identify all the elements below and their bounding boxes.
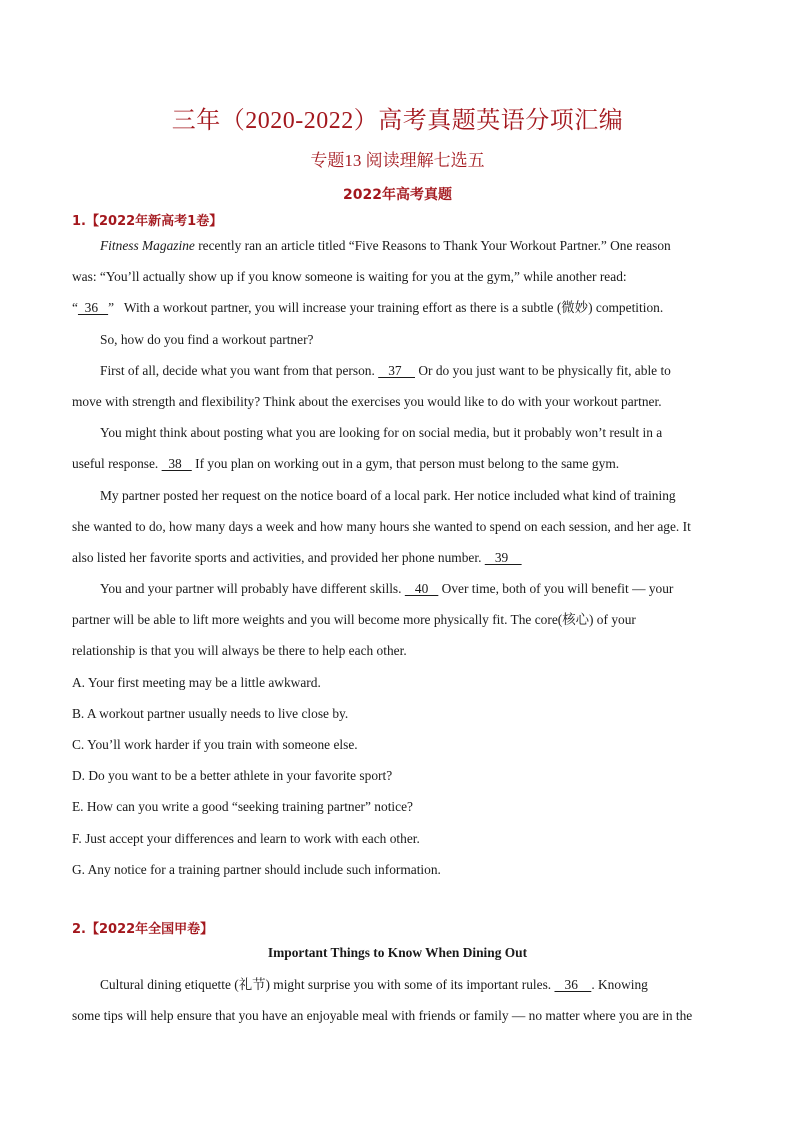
blank-37: 37: [378, 362, 415, 378]
passage-text: also listed her favorite sports and activities, and provided her phone number.: [72, 549, 485, 565]
passage-line: move with strength and flexibility? Think about the exercises you would like to do with your workout partner.: [72, 393, 662, 409]
passage-line: You might think about posting what you are looking for on social media, but it probably won’t result in a: [100, 425, 663, 441]
passage-text: “: [72, 300, 78, 316]
passage-line: some tips will help ensure that you have an enjoyable meal with friends or family — no matter where you are in the: [72, 1008, 693, 1024]
passage-line: [72, 573, 723, 604]
option-f: F. Just accept your differences and learn to work with each other.: [72, 830, 420, 846]
passage-line: partner will be able to lift more weights and you will become more physically fit. The core(核心) of your: [72, 612, 636, 628]
passage-line: she wanted to do, how many days a week and how many hours she wanted to spend on each session, and her age. It: [72, 518, 691, 534]
passage-line: My partner posted her request on the notice board of a local park. Her notice included what kind of training: [100, 487, 676, 503]
passage-text: You and your partner will probably have different skills.: [100, 581, 405, 597]
option-d: D. Do you want to be a better athlete in your favorite sport?: [72, 768, 393, 784]
option-b: B. A workout partner usually needs to live close by.: [72, 705, 349, 721]
passage-text: ” With a workout partner, you will increase your training effort as there is a subtle (微妙) competition.: [108, 300, 664, 316]
passage-text: If you plan on working out in a gym, that person must belong to the same gym.: [191, 456, 620, 472]
question-1-label: 1.【2022年新高考1卷】: [72, 214, 223, 229]
option-c: C. You’ll work harder if you train with someone else.: [72, 737, 358, 752]
passage-line: [72, 355, 723, 386]
passage-line: So, how do you find a workout partner?: [100, 331, 314, 347]
passage-text: useful response.: [72, 456, 162, 472]
question-1-passage: [72, 230, 723, 885]
document-subtitle: 专题13 阅读理解七选五: [310, 151, 485, 170]
option-g: G. Any notice for a training partner should include such information.: [72, 861, 441, 877]
passage-text: recently ran an article titled “Five Reasons to Thank Your Workout Partner.” One reason: [194, 238, 671, 253]
passage-line: [72, 969, 723, 1000]
blank-40: 40: [404, 581, 439, 597]
option-a: A. Your first meeting may be a little awkward.: [72, 674, 321, 690]
passage-line: was: “You’ll actually show up if you know someone is waiting for you at the gym,” while another read:: [72, 269, 627, 285]
passage-line: [72, 230, 723, 261]
magazine-name: Fitness Magazine: [100, 238, 195, 253]
blank-39: 39: [484, 549, 522, 565]
blank-38: 38: [161, 456, 192, 472]
passage-text: First of all, decide what you want from that person.: [100, 362, 379, 378]
question-2-label: 2.【2022年全国甲卷】: [72, 922, 214, 937]
section-heading: 2022年高考真题: [343, 187, 452, 203]
passage-line: [72, 292, 723, 323]
passage-2-title: Important Things to Know When Dining Out: [267, 945, 528, 960]
passage-line: [72, 448, 723, 479]
passage-line: relationship is that you will always be there to help each other.: [72, 643, 407, 659]
passage-text: Cultural dining etiquette (礼节) might surprise you with some of its important rules.: [100, 977, 555, 992]
option-e: E. How can you write a good “seeking training partner” notice?: [72, 799, 413, 815]
blank-36: 36: [77, 300, 109, 316]
passage-text: . Knowing: [591, 977, 648, 992]
document-title: 三年（2020-2022）高考真题英语分项汇编: [171, 108, 624, 134]
passage-text: Over time, both of you will benefit — your: [438, 581, 674, 597]
question-2-passage: [72, 969, 723, 1031]
passage-text: Or do you just want to be physically fit, able to: [415, 362, 671, 378]
blank-36: 36: [554, 977, 592, 992]
passage-line: [72, 542, 723, 573]
